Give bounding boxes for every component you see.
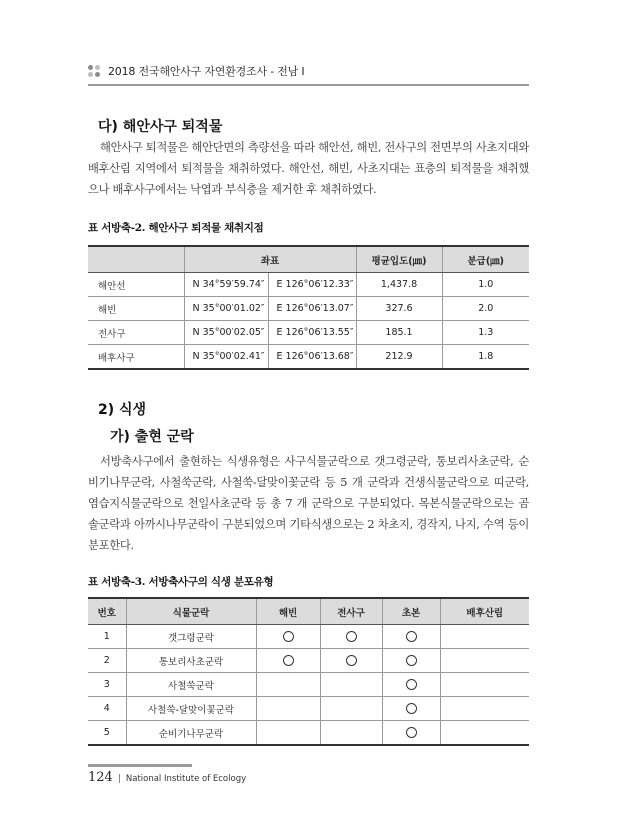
header-cell: 분급(㎛) xyxy=(442,246,529,273)
table-cell: E 126°06′12.33″ xyxy=(268,273,356,297)
table-cell xyxy=(440,697,529,721)
table-cell: 전사구 xyxy=(88,321,184,345)
table-cell: E 126°06′13.68″ xyxy=(268,345,356,370)
table-row xyxy=(88,697,529,721)
table-cell: E 126°06′13.55″ xyxy=(268,321,356,345)
section-d-title: 다) 해안사구 퇴적물 xyxy=(98,119,223,135)
table-cell xyxy=(320,673,382,697)
table-header-row xyxy=(88,598,529,625)
table-row xyxy=(88,649,529,673)
circle-mark-icon xyxy=(283,655,294,666)
table-cell: N 35°00′02.05″ xyxy=(184,321,268,345)
table-row xyxy=(88,721,529,746)
table-cell: 185.1 xyxy=(356,321,442,345)
circle-mark-icon xyxy=(283,631,294,642)
circle-mark-icon xyxy=(406,655,417,666)
table-cell xyxy=(256,721,320,746)
header-cell: 평균입도(㎛) xyxy=(356,246,442,273)
table-row xyxy=(88,345,529,370)
table-cell: E 126°06′13.07″ xyxy=(268,297,356,321)
table-cell: 2 xyxy=(88,649,126,673)
table-cell: N 35°00′02.41″ xyxy=(184,345,268,370)
header-cell: 초본 xyxy=(382,598,440,625)
header-cell: 전사구 xyxy=(320,598,382,625)
dot xyxy=(88,72,93,77)
header-cell: 좌표 xyxy=(184,246,356,273)
table-cell: 327.6 xyxy=(356,297,442,321)
circle-mark-icon xyxy=(406,631,417,642)
header-cell: 배후산림 xyxy=(440,598,529,625)
table-cell xyxy=(382,721,440,746)
table-cell: 순비기나무군락 xyxy=(126,721,256,746)
table-cell xyxy=(382,649,440,673)
table1-title: 표 서방축-2. 해안사구 퇴적물 채취지점 xyxy=(88,222,264,234)
circle-mark-icon xyxy=(406,727,417,738)
table-cell: 1,437.8 xyxy=(356,273,442,297)
dot xyxy=(95,72,100,77)
table-cell: 2.0 xyxy=(442,297,529,321)
section2-paragraph: 서방축사구에서 출현하는 식생유형은 사구식물군락으로 갯그령군락, 통보리사초군락, 순비기나무군락, 사철쑥군락, 사철쑥-달맞이꽃군락 등 5 개 군락과 건생식물군락으로 띠군락, 염습지식물군락으로 천일사초군락 등 총 7 개 군락으로 구분되었다. 목본식물군락으로는 곰솔군락과 아까시나무군락이 구분되었으며 기타식생으로는 2 차초지, 경작지, 나지, 수역 등이 분포한다. xyxy=(88,455,529,552)
header-cell: 번호 xyxy=(88,598,126,625)
dot xyxy=(88,65,93,70)
header-cell: 식물군락 xyxy=(126,598,256,625)
table-cell: 5 xyxy=(88,721,126,746)
table-row xyxy=(88,297,529,321)
header-divider xyxy=(88,84,529,86)
table-cell xyxy=(256,649,320,673)
table-cell: 1.3 xyxy=(442,321,529,345)
table-cell: 1.8 xyxy=(442,345,529,370)
table-cell xyxy=(320,697,382,721)
table-cell: 갯그령군락 xyxy=(126,625,256,649)
table-cell: 3 xyxy=(88,673,126,697)
table-cell: 해빈 xyxy=(88,297,184,321)
table-header-row xyxy=(88,246,529,273)
table-row xyxy=(88,673,529,697)
table-cell xyxy=(256,673,320,697)
table-cell: 사철쑥-달맞이꽃군락 xyxy=(126,697,256,721)
table-cell xyxy=(320,625,382,649)
table-cell xyxy=(440,721,529,746)
page-number: 124 xyxy=(88,770,113,785)
table-cell: 배후사구 xyxy=(88,345,184,370)
table-cell xyxy=(382,697,440,721)
sediment-table xyxy=(88,245,529,370)
page-header xyxy=(88,62,304,80)
table-row xyxy=(88,625,529,649)
header-cell xyxy=(88,246,184,273)
table-cell xyxy=(440,673,529,697)
table-cell: 1.0 xyxy=(442,273,529,297)
table-cell xyxy=(256,625,320,649)
table-cell: 통보리사초군락 xyxy=(126,649,256,673)
table-cell: 해안선 xyxy=(88,273,184,297)
table-row xyxy=(88,273,529,297)
header-dots-icon xyxy=(88,65,100,77)
section-d-paragraph: 해안사구 퇴적물은 해안단면의 측량선을 따라 해안선, 해빈, 전사구의 전면부의 사초지대와 배후산림 지역에서 퇴적물을 채취하였다. 해안선, 해빈, 사초지대는 표층의 퇴적물을 채취했으나 배후사구에서는 낙엽과 부식층을 제거한 후 채취하였다. xyxy=(88,141,529,196)
circle-mark-icon xyxy=(406,679,417,690)
footer-separator: | xyxy=(117,774,121,784)
circle-mark-icon xyxy=(406,703,417,714)
institute-name: National Institute of Ecology xyxy=(125,774,247,784)
circle-mark-icon xyxy=(346,655,357,666)
table-cell: 사철쑥군락 xyxy=(126,673,256,697)
table-cell xyxy=(440,625,529,649)
table-cell xyxy=(320,721,382,746)
section2-title: 2) 식생 xyxy=(98,402,147,418)
table2-title: 표 서방축-3. 서방축사구의 식생 분포유형 xyxy=(88,576,274,588)
table-cell xyxy=(382,673,440,697)
header-cell: 해빈 xyxy=(256,598,320,625)
section2-subtitle: 가) 출현 군락 xyxy=(110,429,194,445)
table-cell xyxy=(320,649,382,673)
table-cell: 4 xyxy=(88,697,126,721)
table-cell: N 34°59′59.74″ xyxy=(184,273,268,297)
table-cell xyxy=(382,625,440,649)
circle-mark-icon xyxy=(346,631,357,642)
page-footer xyxy=(88,770,246,785)
table-row xyxy=(88,321,529,345)
table-cell xyxy=(256,697,320,721)
table-cell: N 35°00′01.02″ xyxy=(184,297,268,321)
table-cell: 212.9 xyxy=(356,345,442,370)
dot xyxy=(95,65,100,70)
table-cell xyxy=(440,649,529,673)
header-title: 2018 전국해안사구 자연환경조사 - 전남 I xyxy=(108,65,305,78)
footer-divider xyxy=(88,764,192,767)
table-cell: 1 xyxy=(88,625,126,649)
vegetation-table xyxy=(88,597,529,746)
